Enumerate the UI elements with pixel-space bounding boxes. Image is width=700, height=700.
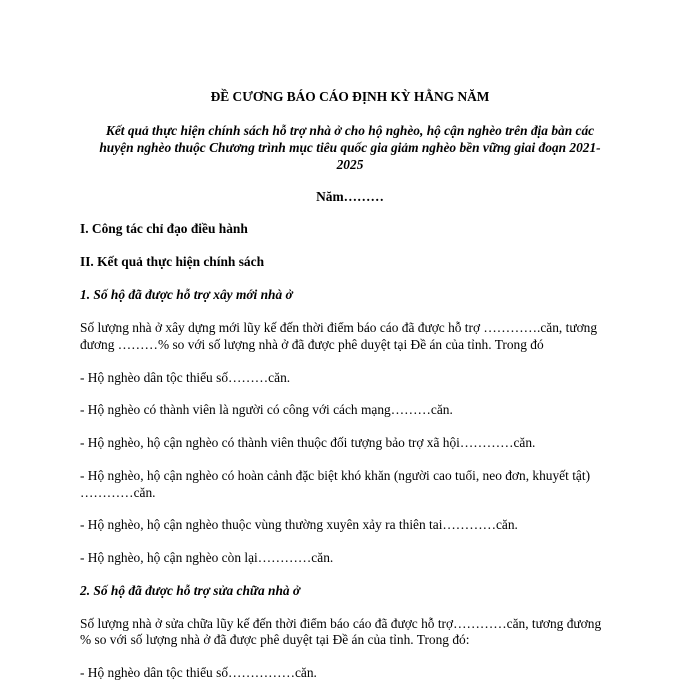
paragraph-1-line-2: đương ………% so với số lượng nhà ở đã được phê duyệt tại Đề án của tỉnh. Trong đó xyxy=(80,337,544,352)
list-item: - Hộ nghèo, hộ cận nghèo còn lại…………căn. xyxy=(80,550,334,565)
paragraph-1-line-1: Số lượng nhà ở xây dựng mới lũy kế đến thời điểm báo cáo đã được hỗ trợ ………….căn, tương xyxy=(80,320,598,335)
subsection-heading-1: 1. Số hộ đã được hỗ trợ xây mới nhà ở xyxy=(80,287,293,302)
list-item: - Hộ nghèo, hộ cận nghèo thuộc vùng thường xuyên xảy ra thiên tai…………căn. xyxy=(80,517,518,532)
year-line: Năm……… xyxy=(316,189,384,204)
document-subtitle-line-3: 2025 xyxy=(336,157,364,172)
list-item: - Hộ nghèo, hộ cận nghèo có hoàn cảnh đặc biệt khó khăn (người cao tuổi, neo đơn, khuyết tật) xyxy=(80,468,591,483)
list-item: - Hộ nghèo dân tộc thiểu số………căn. xyxy=(80,370,291,385)
section-heading-1: I. Công tác chỉ đạo điều hành xyxy=(80,221,248,236)
list-item: - Hộ nghèo, hộ cận nghèo có thành viên thuộc đối tượng bảo trợ xã hội…………căn. xyxy=(80,435,536,450)
list-item-continuation: …………căn. xyxy=(80,485,156,500)
document-subtitle-line-2: huyện nghèo thuộc Chương trình mục tiêu quốc gia giảm nghèo bền vững giai đoạn 2021- xyxy=(99,140,601,155)
paragraph-2-line-1: Số lượng nhà ở sửa chữa lũy kế đến thời điểm báo cáo đã được hỗ trợ…………căn, tương đương xyxy=(80,616,602,631)
paragraph-2-line-2: % so với số lượng nhà ở đã được phê duyệt tại Đề án của tỉnh. Trong đó: xyxy=(80,632,470,647)
section-heading-2: II. Kết quả thực hiện chính sách xyxy=(80,254,265,269)
list-item: - Hộ nghèo có thành viên là người có công với cách mạng………căn. xyxy=(80,402,453,417)
document-subtitle-line-1: Kết quả thực hiện chính sách hỗ trợ nhà ở cho hộ nghèo, hộ cận nghèo trên địa bàn các xyxy=(105,123,595,138)
subsection-heading-2: 2. Số hộ đã được hỗ trợ sửa chữa nhà ở xyxy=(80,583,301,598)
list-item: - Hộ nghèo dân tộc thiểu số……………căn. xyxy=(80,665,317,680)
document-title: ĐỀ CƯƠNG BÁO CÁO ĐỊNH KỲ HẰNG NĂM xyxy=(210,89,490,104)
